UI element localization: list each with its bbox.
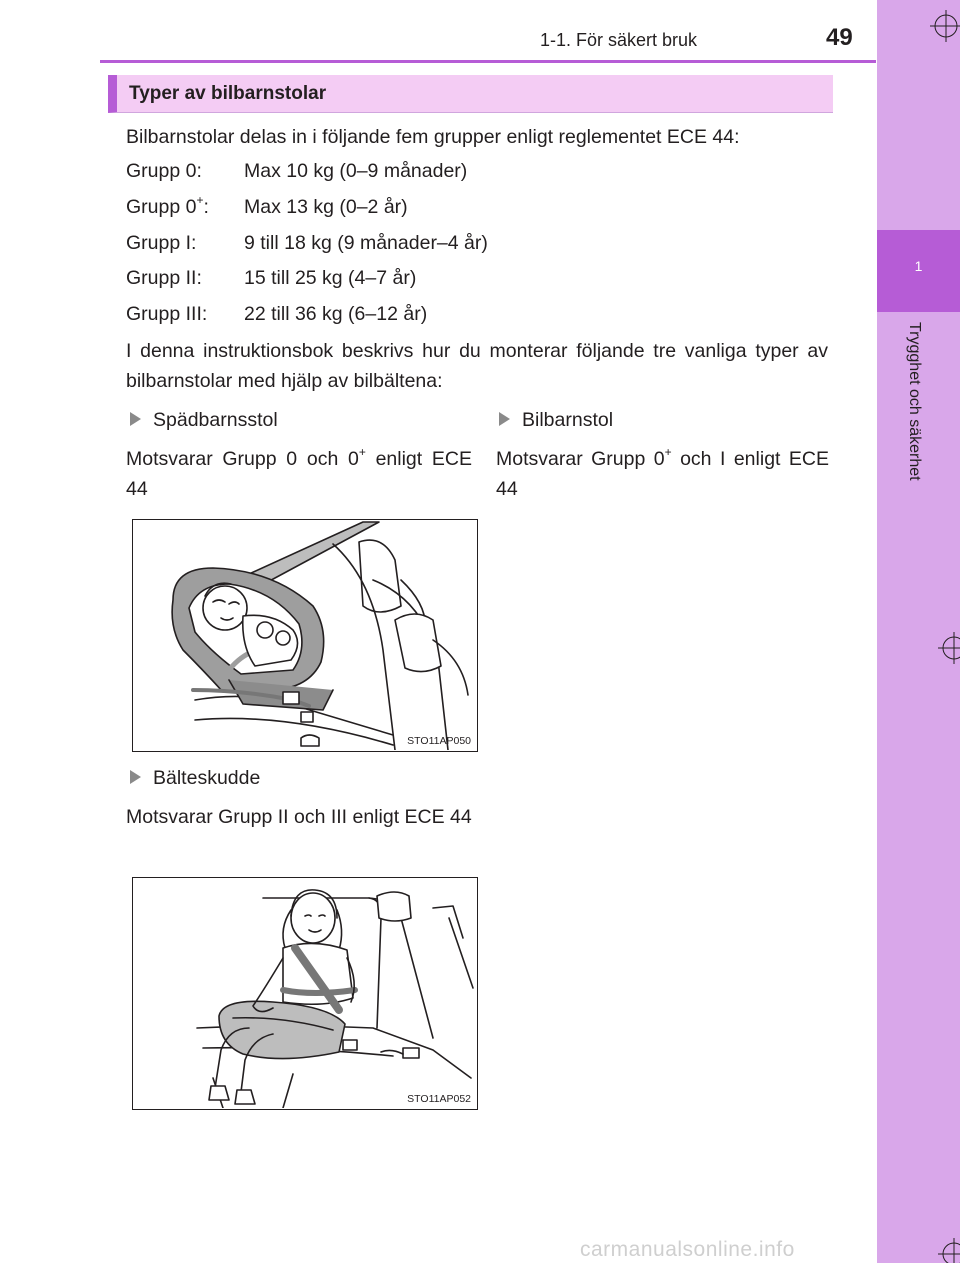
infant-seat-description: Motsvarar Grupp 0 och 0+ enligt ECE 44 xyxy=(126,445,472,500)
subheading-child-seat: Bilbarnstol xyxy=(499,405,613,435)
triangle-bullet-icon xyxy=(499,412,510,426)
section-heading-text: Typer av bilbarnstolar xyxy=(129,83,327,104)
intro-text: Bilbarnstolar delas in i följande fem grupper enligt reglementet ECE 44: xyxy=(126,126,740,148)
group-value: Max 10 kg (0–9 månader) xyxy=(244,160,468,182)
group-value: 9 till 18 kg (9 månader–4 år) xyxy=(244,232,488,254)
group-label: Grupp III: xyxy=(126,303,208,325)
triangle-bullet-icon xyxy=(130,412,141,426)
intro-paragraph: I denna instruktionsbok beskrivs hur du monterar följande tre vanliga typer av bilbarnstolar med hjälp av bilbältena: xyxy=(126,340,828,392)
infant-seat-drawing xyxy=(133,520,476,750)
chapter-tab-label: Trygghet och säkerhet xyxy=(906,322,923,481)
booster-cushion-drawing xyxy=(133,878,476,1108)
registration-mark-icon xyxy=(938,1238,960,1263)
group-label: Grupp I: xyxy=(126,232,197,254)
figure-code: STO11AP050 xyxy=(407,735,471,747)
registration-mark-icon xyxy=(930,10,960,42)
chapter-tab-number: 1 xyxy=(914,258,923,274)
watermark: carmanualsonline.info xyxy=(580,1238,795,1261)
group-value: 22 till 36 kg (6–12 år) xyxy=(244,303,428,325)
section-heading xyxy=(108,75,833,113)
booster-cushion-illustration xyxy=(132,877,478,1110)
subheading-booster-cushion: Bälteskudde xyxy=(130,763,260,793)
page-number: 49 xyxy=(826,24,853,51)
group-label: Grupp 0+: xyxy=(126,193,209,218)
triangle-bullet-icon xyxy=(130,770,141,784)
infant-seat-illustration xyxy=(132,519,478,752)
subheading-infant-seat: Spädbarnsstol xyxy=(130,405,278,435)
child-seat-description: Motsvarar Grupp 0+ och I enligt ECE 44 xyxy=(496,445,829,500)
header-rule xyxy=(100,60,876,63)
running-header-title: 1-1. För säkert bruk xyxy=(540,30,698,50)
group-value: 15 till 25 kg (4–7 år) xyxy=(244,267,417,289)
booster-cushion-description: Motsvarar Grupp II och III enligt ECE 44 xyxy=(126,806,472,828)
group-label: Grupp 0: xyxy=(126,160,202,182)
group-value: Max 13 kg (0–2 år) xyxy=(244,196,408,218)
registration-mark-icon xyxy=(938,632,960,664)
group-label: Grupp II: xyxy=(126,267,202,289)
figure-code: STO11AP052 xyxy=(407,1093,471,1105)
